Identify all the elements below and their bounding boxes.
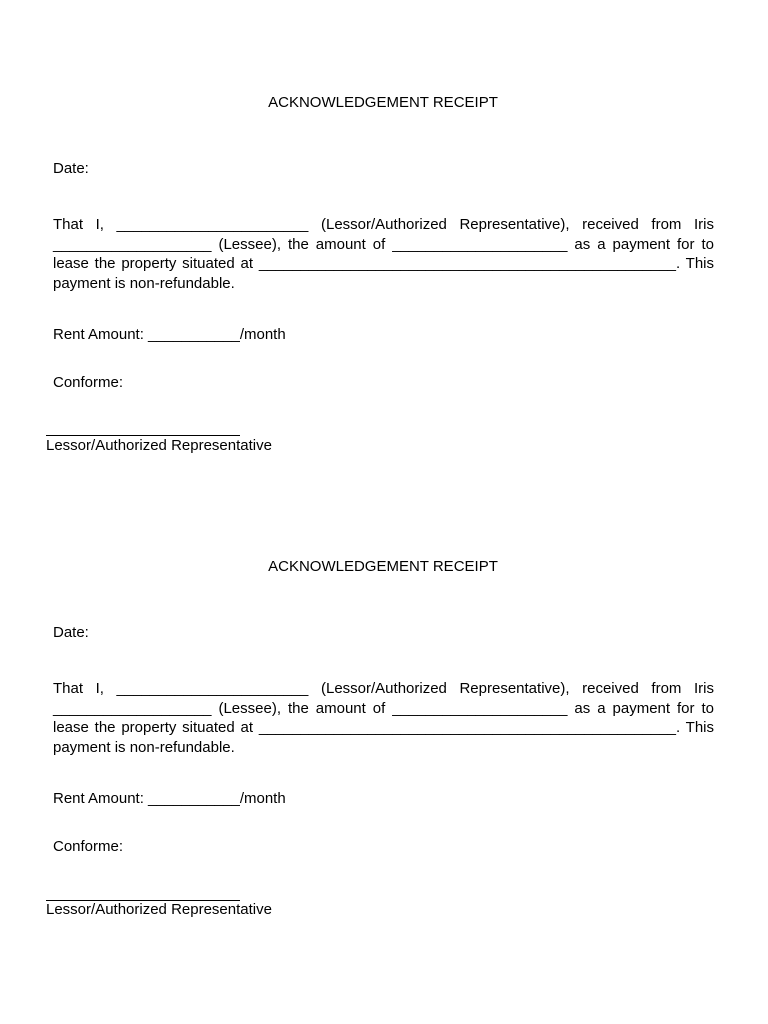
date-label: Date: — [53, 624, 89, 641]
receipt-title: ACKNOWLEDGEMENT RECEIPT — [268, 94, 498, 111]
receipt-title: ACKNOWLEDGEMENT RECEIPT — [268, 558, 498, 575]
signature-line — [46, 435, 240, 436]
receipt-2 — [0, 464, 768, 927]
signature-label: Lessor/Authorized Representative — [46, 437, 272, 454]
receipt-1 — [0, 0, 768, 463]
rent-amount-line: Rent Amount: ___________/month — [53, 790, 286, 807]
conforme-label: Conforme: — [53, 374, 124, 391]
date-label: Date: — [53, 160, 89, 177]
receipt-body-text: That I, _______________________ (Lessor/Authorized Representative), received from Iris ___________________ (Lessee), the amount of _____________________ as a payment for to lease the property situated at __________________________________________________. This payment is non-refundable. — [53, 680, 714, 756]
rent-amount-line: Rent Amount: ___________/month — [53, 326, 286, 343]
signature-label: Lessor/Authorized Representative — [46, 901, 272, 918]
conforme-label: Conforme: — [53, 838, 124, 855]
receipt-body-text: That I, _______________________ (Lessor/Authorized Representative), received from Iris ___________________ (Lessee), the amount of _____________________ as a payment for to lease the property situated at __________________________________________________. This payment is non-refundable. — [53, 216, 714, 292]
